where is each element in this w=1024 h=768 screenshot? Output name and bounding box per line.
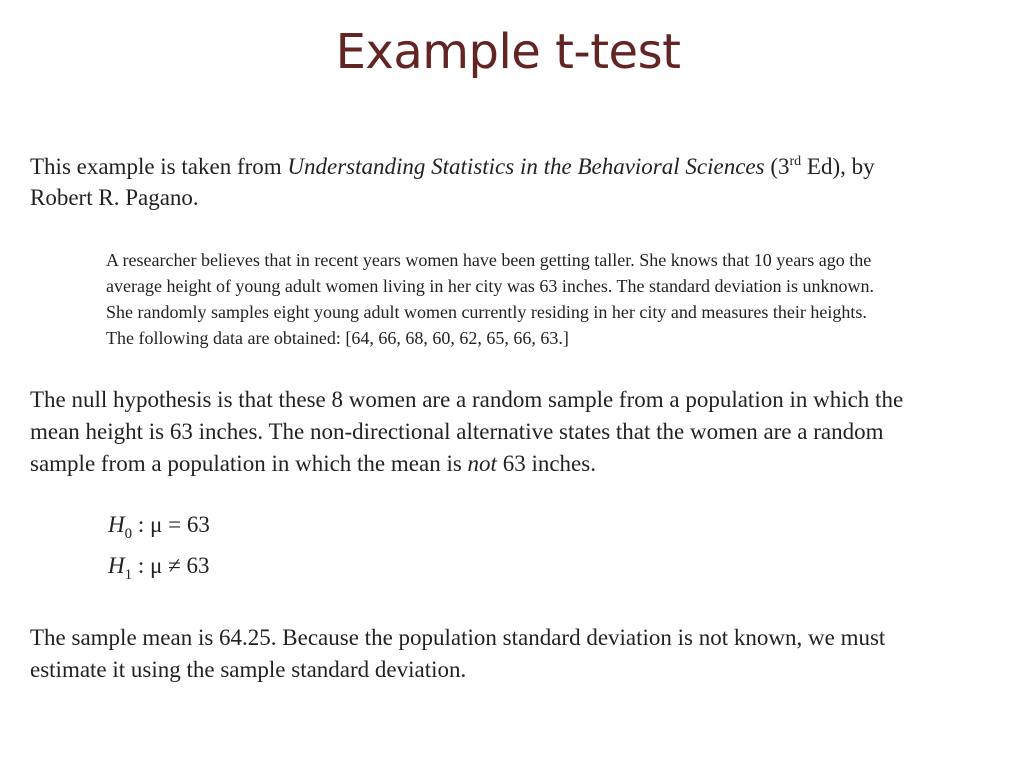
null-hypothesis-formula <box>108 512 210 542</box>
author: Robert R. Pagano. <box>30 185 199 210</box>
h0-symbol: H <box>108 512 125 537</box>
book-title: Understanding Statistics in the Behavioral Sciences <box>287 154 765 179</box>
edition-open: (3 <box>764 154 790 179</box>
h0-expression: : μ = 63 <box>132 512 210 537</box>
h0-subscript: 0 <box>124 526 133 542</box>
quote-line-3: She randomly samples eight young adult women currently residing in her city and measures their heights. <box>106 302 867 322</box>
quote-line-2: average height of young adult women living in her city was 63 inches. The standard deviation is unknown. <box>106 276 874 296</box>
null-line-2: mean height is 63 inches. The non-directional alternative states that the women are a random <box>30 419 884 444</box>
slide-title: Example t-test <box>335 24 681 80</box>
null-line-3: sample from a population in which the mean is <box>30 451 468 476</box>
quote-line-4: The following data are obtained: [64, 66, 68, 60, 62, 65, 66, 63.] <box>106 328 569 348</box>
edition-superscript: rd <box>789 154 802 169</box>
mean-line-2: estimate it using the sample standard deviation. <box>30 657 467 682</box>
null-hypothesis-paragraph <box>30 384 1005 480</box>
quote-line-1: A researcher believes that in recent years women have been getting taller. She knows that 10 years ago the <box>106 250 872 270</box>
alternative-hypothesis-formula <box>108 553 210 583</box>
quoted-problem <box>106 247 1016 351</box>
null-line-1: The null hypothesis is that these 8 women are a random sample from a population in which the <box>30 387 904 412</box>
h1-subscript: 1 <box>124 567 133 583</box>
sample-mean-paragraph <box>30 622 1005 686</box>
null-emphasis: not <box>467 451 497 476</box>
edition-close: Ed), by <box>801 154 875 179</box>
intro-text: This example is taken from <box>30 154 288 179</box>
h1-symbol: H <box>108 553 125 578</box>
h1-expression: : μ ≠ 63 <box>132 553 210 578</box>
null-line-3-end: 63 inches. <box>496 451 596 476</box>
mean-line-1: The sample mean is 64.25. Because the population standard deviation is not known, we must <box>30 625 886 650</box>
intro-paragraph <box>30 151 990 213</box>
